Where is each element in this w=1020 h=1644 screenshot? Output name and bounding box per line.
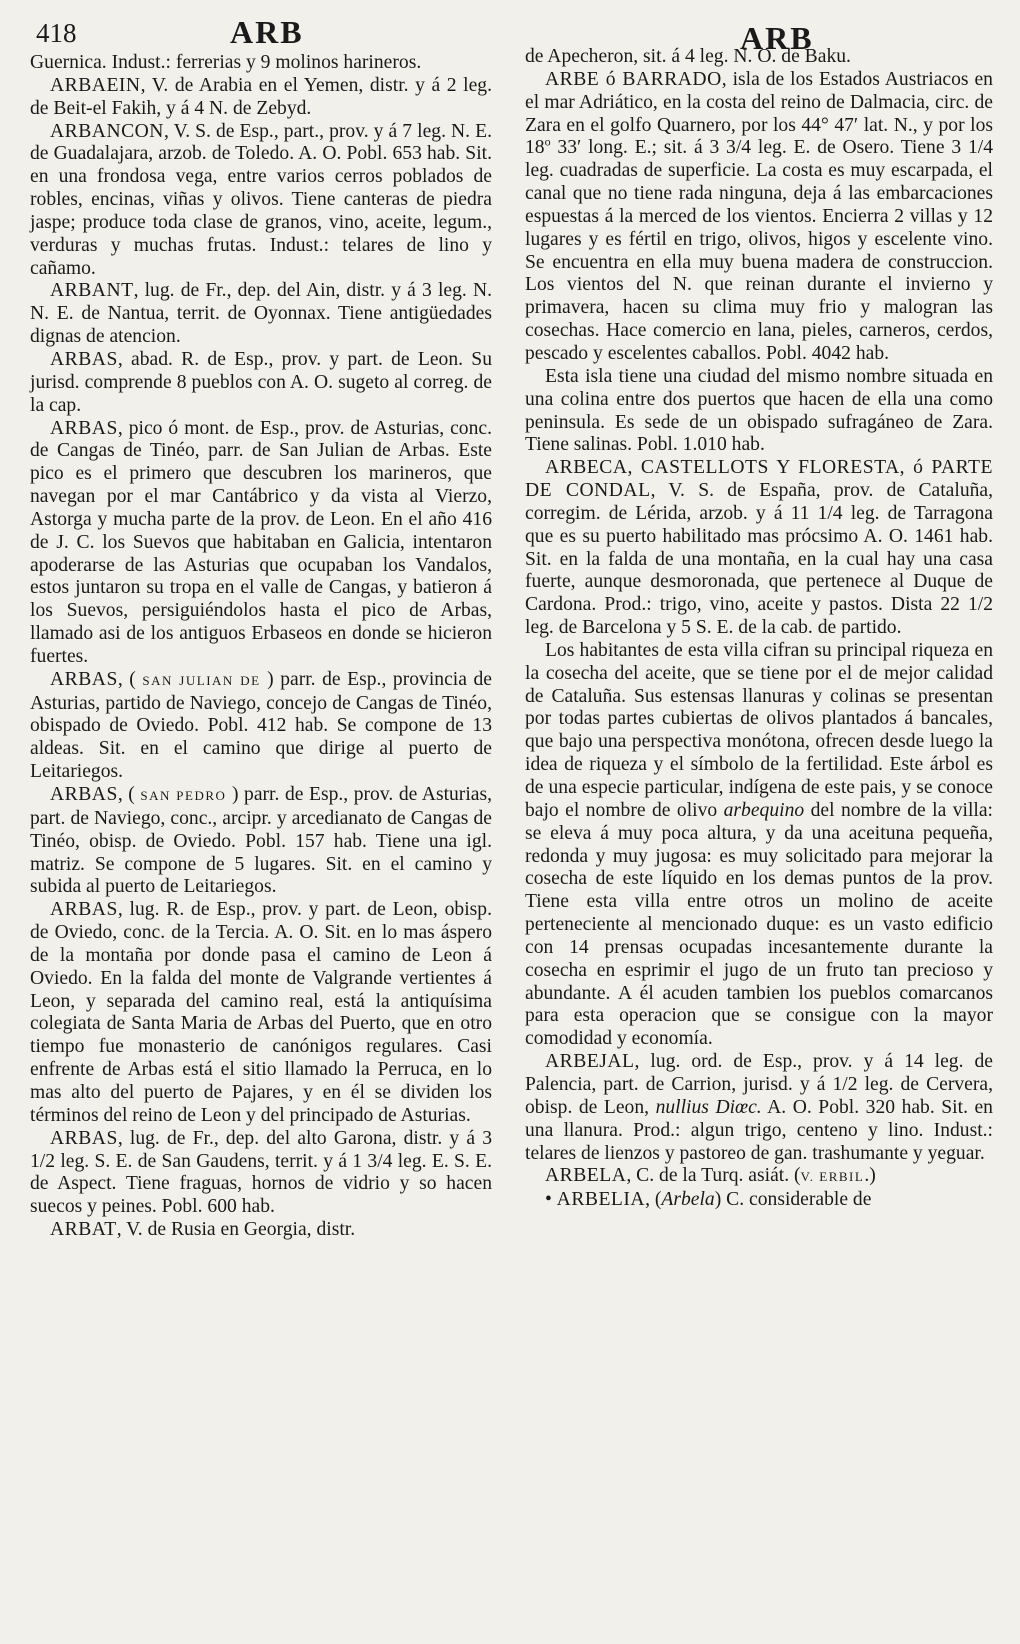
entry-italic: nullius Diœc. <box>655 1096 762 1118</box>
entry-arbejal <box>525 1051 993 1165</box>
entry-headword: ARBEJAL <box>545 1051 635 1073</box>
running-head-left: ARB <box>230 14 304 50</box>
entry-text: ) parr. de Esp., prov. de Asturias, part. de Naviego, conc., arcipr. y arcedianato de Cangas de Tinéo, obisp. de Oviedo. Pobl. 157 hab. Tiene una igl. matriz. Se compone de 5 lugares. Sit. en el camino y subida al puerto de Leitariegos. <box>30 784 492 898</box>
entry-arbas-leon <box>30 899 492 1127</box>
entry-arbeca <box>525 457 993 640</box>
entry-headword: ARBECA, CASTELLOTS Y FLORESTA, ó PARTE DE CONDAL <box>525 457 993 502</box>
left-column <box>30 52 492 1242</box>
entry-arbas-pico <box>30 418 492 669</box>
entry-text: Esta isla tiene una ciudad del mismo nombre situada en una colina entre dos puertos que hacen de ella una como peninsula. Es sede de un obispado sufragáneo de Zara. Tiene salinas. Pobl. 1.010 hab. <box>525 365 993 456</box>
entry-headword: ARBAT <box>50 1219 117 1241</box>
entry-small-caps: V. ERBIL <box>800 1169 865 1185</box>
entry-text: , C. de la Turq. asiát. ( <box>626 1165 801 1187</box>
entry-italic: arbequino <box>723 799 805 821</box>
page-number: 418 <box>36 18 77 48</box>
entry-text: .) <box>864 1165 876 1187</box>
entry-arbela <box>525 1165 993 1189</box>
entry-arbancon <box>30 121 492 281</box>
entry-small-caps: SAN JULIAN DE <box>142 672 261 688</box>
entry-text: , isla de los Estados Austriacos en el mar Adriático, en la costa del reino de Dalmacia, circ. de Zara en el golfo Quarnero, por los 44° 47′ lat. N., y por los 18 <box>525 68 993 159</box>
entry-text: A. O. Pobl. 320 hab. Sit. en una llanura. Prod.: algun trigo, centeno y lino. Indust.: telares de lienzos y pastoreo de gan. trashumante y yeguar. <box>525 1096 993 1164</box>
entry-text: 33′ long. E.; sit. á 3 3/4 leg. E. de Osero. Tiene 3 1/4 leg. cuadradas de superficie. La costa es muy escarpada, el canal que no tiene rada ninguna, deja á las embarcaciones espuestas á la merced de los vientos. Encierra 2 villas y 12 lugares y es fértil en trigo, olivos, higos y escelente vino. Se encuentra en ella muy buena madera de construccion. Los vientos del N. que reinan durante el invierno y primavera, hacen su clima muy frio y malogran las cosechas. Hace comercio en lana, pieles, carneros, cerdos, pescado y escelentes caballos. Pobl. 4042 hab. <box>525 137 993 364</box>
entry-text: ) parr. de Esp., provincia de Asturias, partido de Naviego, concejo de Cangas de Tinéo, obispado de Oviedo. Pobl. 412 hab. Se compone de 13 aldeas. Sit. en el camino que dirige al puerto de Leitariegos. <box>30 668 492 783</box>
entry-text: , V. de Rusia en Georgia, distr. <box>116 1219 356 1241</box>
entry-arbaein <box>30 75 492 121</box>
entry-headword: ARBAEIN <box>50 74 141 96</box>
entry-headword: ARBANT <box>50 280 134 302</box>
entry-arbant <box>30 280 492 349</box>
entry-small-caps: SAN PEDRO <box>140 788 227 803</box>
entry-arbe <box>525 69 993 366</box>
entry-arbas-garona <box>30 1128 492 1219</box>
entry-arbelia <box>525 1189 993 1212</box>
entry-text: , ( <box>645 1189 662 1211</box>
entry-headword: ARBAS <box>50 417 118 439</box>
entry-superscript: o <box>544 134 551 149</box>
entry-headword: ARBAS <box>50 1127 118 1149</box>
entry-headword: ARBAS <box>50 668 118 690</box>
entry-text: , V. S. de Esp., part., prov. y á 7 leg. N. E. de Guadalajara, arzob. de Toledo. A. O. Pobl. 653 hab. Sit. en una frondosa vega, entre varios cerros poblados de robles, encinas, viñas y olivos. Tiene canteras de piedra jaspe; produce toda clase de granos, vino, aceite, legum., verduras y muchas frutas. Indust.: telares de lino y cañamo. <box>30 120 492 279</box>
entry-arbat <box>30 1219 492 1242</box>
entry-text: Guernica. Indust.: ferrerias y 9 molinos harineros. <box>30 52 422 73</box>
entry-italic: Arbela <box>661 1189 715 1211</box>
entry-arbe-island <box>525 366 993 457</box>
entry-arbas-san-julian: ARBAS, ( SAN JULIAN DE ) parr. de Esp., provincia de Asturias, partido de Naviego, concejo de Cangas de Tinéo, obispado de Oviedo. Pobl. 412 hab. Se compone de 13 aldeas. Sit. en el camino que dirige al puerto de Leitariegos. <box>30 668 492 783</box>
entry-text: de Apecheron, sit. á 4 leg. N. O. de Baku. <box>525 46 851 67</box>
entry-text: , lug. R. de Esp., prov. y part. de Leon, obisp. de Oviedo, conc. de la Tercia. A. O. Sit. en lo mas áspero de la montaña por donde pasa el camino de Leon á Oviedo. En la falda del monte de Valgrande vertientes á Leon, y separada del camino real, está la antiquísima colegiata de Santa Maria de Arbas del Puerto, que en otro tiempo fue monasterio de canónigos regulares. Casi enfrente de Arbas está el sitio llamado la Perruca, en lo mas alto del puerto de Pajares, y en él se dividen los términos del reino de Leon y del principado de Asturias. <box>30 899 492 1126</box>
entry-headword: ARBANCON <box>50 120 164 142</box>
right-column <box>525 46 993 1212</box>
running-head-right: ARB <box>740 20 814 56</box>
entry-text: , pico ó mont. de Esp., prov. de Asturias, conc. de Cangas de Tinéo, parr. de San Julian de Arbas. Este pico es el primero que descubren los marineros, que navegan por el mar Cantábrico y da vista al Vierzo, Astorga y mucha parte de la prov. de Leon. En el año 416 de J. C. los Suevos que habitaban en Galicia, intentaron apoderarse de las Asturias que ocupaban los Vandalos, estos juntaron su tropa en el valle de Cangas, y batieron á los Suevos, persiguiéndolos hasta el pico de Arbas, llamado asi de los antiguos Erbaseos en donde se hicieron fuertes. <box>30 417 492 667</box>
entry-text: del nombre de la villa: se eleva á muy poca altura, y da una aceituna pequeña, redonda y muy jugosa: es muy solicitado para mejorar la cosecha de este líquido en los demas puntos de la prov. Tiene esta villa entre otros un molino de aceite perteneciente al mencionado duque: es un vasto edificio con 14 prensas ocupadas incesantemente durante la cosecha en esprimir el jugo de un fruto tan precioso y abundante. A él acuden tambien los pueblos comarcanos para esta operacion que se consigue con la mayor comodidad y economía. <box>525 799 993 1050</box>
entry-headword: ARBAS <box>50 784 118 805</box>
entry-headword: ARBAS <box>50 899 118 921</box>
entry-headword: ARBELA <box>545 1165 627 1187</box>
entry-text: , V. de Arabia en el Yemen, distr. y á 2 leg. de Beit-el Fakih, y á 4 N. de Zebyd. <box>30 74 492 119</box>
entry-text: Los habitantes de esta villa cifran su principal riqueza en la cosecha del aceite, que se tiene por el de mejor calidad de Cataluña. Sus estensas llanuras y colinas se presentan por todas partes cubiertas de olivos plantados á bancales, que bajo una perspectiva monótona, ofrecen desde luego la idea de riqueza y el símbolo de la fertilidad. Este árbol es de una especie particular, indígena de este pais, y se conoce bajo el nombre de olivo <box>525 639 993 821</box>
entry-continuation <box>30 52 492 75</box>
entry-arbeca-olive <box>525 640 993 1051</box>
entry-headword: • ARBELIA <box>545 1189 646 1211</box>
entry-text: ) C. considerable de <box>714 1189 872 1211</box>
entry-headword: ARBE ó BARRADO <box>545 68 722 90</box>
entry-text: , lug. ord. de Esp., prov. y á 14 leg. de Palencia, part. de Carrion, jurisd. y á 1/2 leg. de Cervera, obisp. de Leon, <box>525 1051 993 1118</box>
entry-arbas-san-pedro: ARBAS, ( SAN PEDRO ) parr. de Esp., prov. de Asturias, part. de Naviego, conc., arcipr. y arcedianato de Cangas de Tinéo, obisp. de Oviedo. Pobl. 157 hab. Tiene una igl. matriz. Se compone de 5 lugares. Sit. en el camino y subida al puerto de Leitariegos. <box>30 784 492 898</box>
entry-text: , V. S. de España, prov. de Cataluña, corregim. de Lérida, arzob. y á 11 1/4 leg. de Tarragona que es su puerto habilitado mas prócsimo A. O. 1461 hab. Sit. en la falda de una montaña, en la cual hay una casa fuerte, aunque desmoronada, que pertenece al Duque de Cardona. Prod.: trigo, vino, aceite y pastos. Dista 22 1/2 leg. de Barcelona y 5 S. E. de la cab. de partido. <box>525 480 994 639</box>
entry-text: , abad. R. de Esp., prov. y part. de Leon. Su jurisd. comprende 8 pueblos con A. O. sugeto al correg. de la cap. <box>30 348 492 416</box>
entry-text: , lug. de Fr., dep. del Ain, distr. y á 3 leg. N. N. E. de Nantua, territ. de Oyonnax. Tiene antigüedades dignas de atencion. <box>30 280 492 348</box>
entry-continuation <box>525 46 993 69</box>
entry-text: , lug. de Fr., dep. del alto Garona, distr. y á 3 1/2 leg. S. E. de San Gaudens, territ. y á 1 3/4 leg. E. S. E. de Aspect. Tiene fraguas, hornos de vidrio y so hacen suecos y peines. Pobl. 600 hab. <box>30 1127 492 1218</box>
entry-arbas-abad <box>30 349 492 418</box>
entry-headword: ARBAS <box>50 348 118 370</box>
